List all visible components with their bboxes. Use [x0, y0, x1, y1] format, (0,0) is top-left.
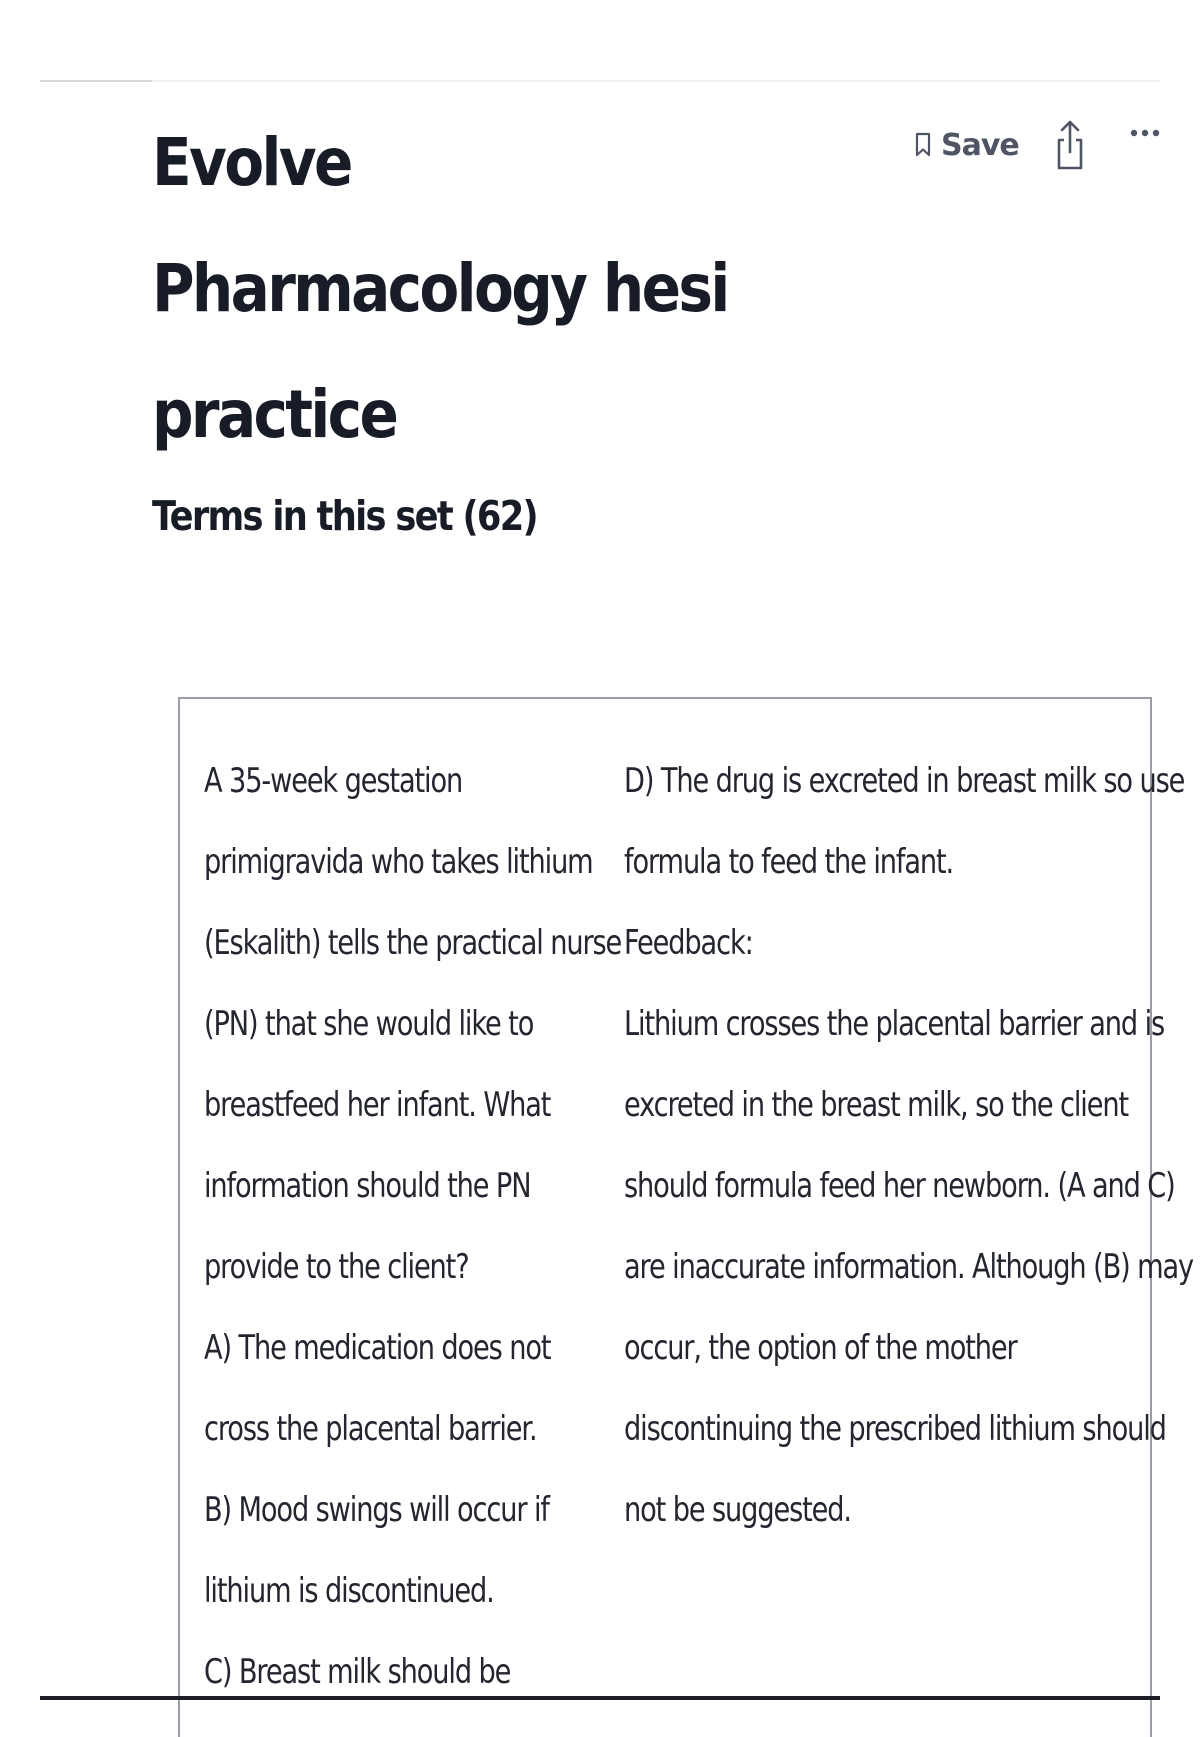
top-divider	[40, 80, 1160, 82]
more-options-button[interactable]	[1130, 126, 1160, 141]
bookmark-icon	[915, 132, 931, 158]
share-icon	[1055, 118, 1085, 175]
term-text: A 35-week gestation primigravida who takes lithium (Eskalith) tells the practical nurse (PN) that she would like to breastfeed her infant. What information should the PN provide to the client? A) The medication does not cross the placental barrier. B) Mood swings will occur if lithium is discontinued. C) Breast milk should be	[204, 761, 622, 1692]
share-button[interactable]	[1055, 118, 1085, 175]
terms-heading: Terms in this set (62)	[152, 492, 537, 540]
save-button[interactable]	[915, 128, 1019, 163]
page-title: Evolve Pharmacology hesi practice	[152, 124, 728, 453]
top-divider-accent	[40, 80, 152, 82]
more-horizontal-icon	[1130, 126, 1160, 141]
bottom-divider	[40, 1696, 1160, 1700]
save-button-label: Save	[941, 127, 1019, 163]
definition-text: D) The drug is excreted in breast milk so use formula to feed the infant. Feedback: Lithium crosses the placental barrier and is excreted in the breast milk, so the client should formula feed her newborn. (A and C) are inaccurate information. Although (B) may occur, the option of the mother discontinuing the prescribed lithium should not be suggested.	[624, 761, 1194, 1530]
term-card[interactable]	[178, 697, 1194, 1737]
header-actions	[915, 118, 1019, 172]
